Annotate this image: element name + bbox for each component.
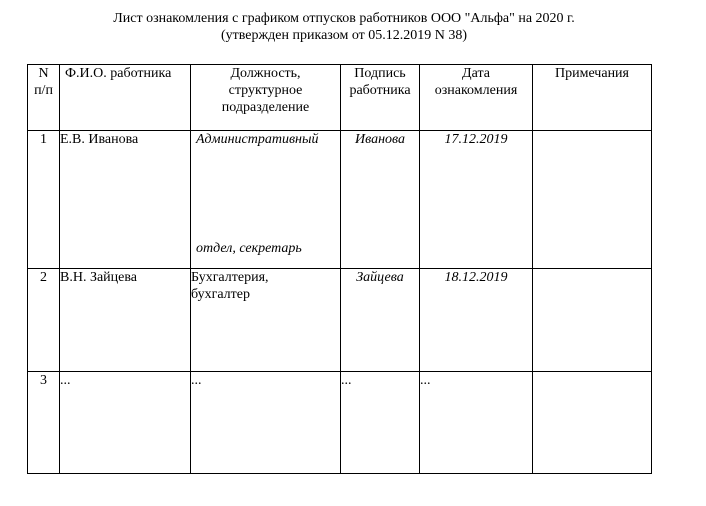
header-position-line-3: подразделение <box>221 100 310 115</box>
title-line-2: (утвержден приказом от 05.12.2019 N 38) <box>220 28 468 43</box>
header-name <box>60 65 191 131</box>
header-position-line-2: структурное <box>228 83 303 98</box>
row-1-notes <box>533 131 652 269</box>
header-num-line-2: п/п <box>34 83 53 98</box>
row-1-date: 17.12.2019 <box>420 131 533 269</box>
header-num <box>28 65 60 131</box>
row-3-date: ... <box>420 372 533 474</box>
table-row <box>28 131 652 269</box>
row-2-name: В.Н. Зайцева <box>60 269 191 372</box>
row-2-position <box>191 269 341 372</box>
row-3-signature: ... <box>341 372 420 474</box>
row-2-notes <box>533 269 652 372</box>
row-2-date: 18.12.2019 <box>420 269 533 372</box>
header-num-line-1: N <box>38 66 49 81</box>
row-1-position-part-1: Административный <box>196 132 319 147</box>
document-title <box>0 10 688 44</box>
row-2-position-line-1: Бухгалтерия, <box>191 270 269 285</box>
row-3-position: ... <box>191 372 341 474</box>
row-1-position-part-2: отдел, секретарь <box>196 241 302 256</box>
row-2-signature: Зайцева <box>341 269 420 372</box>
row-2-position-line-2: бухгалтер <box>191 287 250 302</box>
header-signature-line-1: Подпись <box>354 66 406 81</box>
header-date-line-1: Дата <box>462 66 490 81</box>
row-3-name: ... <box>60 372 191 474</box>
title-line-1: Лист ознакомления с графиком отпусков работников ООО "Альфа" на 2020 г. <box>113 11 575 26</box>
row-3-num: 3 <box>28 372 60 474</box>
row-3-notes <box>533 372 652 474</box>
row-2-num: 2 <box>28 269 60 372</box>
header-signature-line-2: работника <box>349 83 411 98</box>
row-1-num: 1 <box>28 131 60 269</box>
table-header-row <box>28 65 652 131</box>
table-row <box>28 372 652 474</box>
acquaintance-table <box>27 64 652 474</box>
table-row <box>28 269 652 372</box>
header-date-line-2: ознакомления <box>434 83 518 98</box>
header-position-line-1: Должность, <box>230 66 301 81</box>
row-1-name: Е.В. Иванова <box>60 131 191 269</box>
header-signature <box>341 65 420 131</box>
row-1-signature: Иванова <box>341 131 420 269</box>
row-1-position <box>191 131 341 269</box>
header-notes-text: Примечания <box>554 66 629 81</box>
header-date <box>420 65 533 131</box>
header-name-text: Ф.И.О. работника <box>65 66 172 81</box>
header-notes <box>533 65 652 131</box>
header-position <box>191 65 341 131</box>
